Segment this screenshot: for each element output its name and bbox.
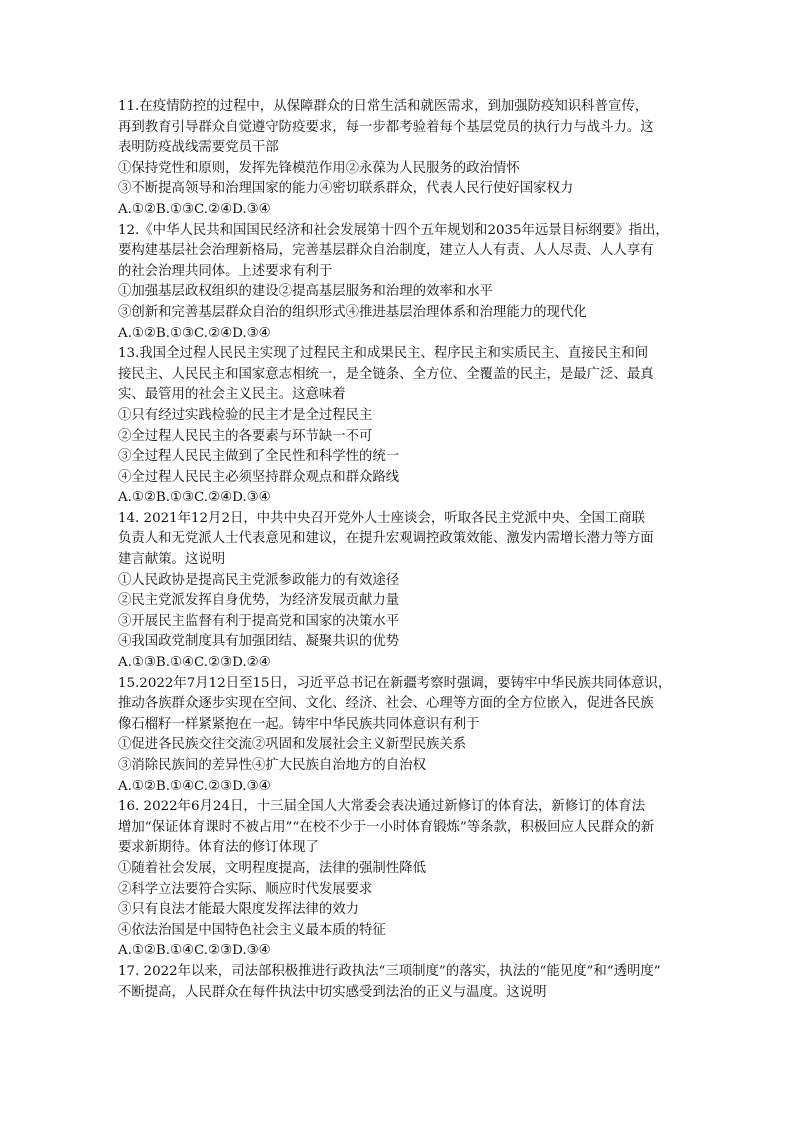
question-stem-line: 像石榴籽一样紧紧抱在一起。铸牢中华民族共同体意识有利于 xyxy=(118,716,480,732)
question-option: ④全过程人民民主必须坚持群众观点和群众路线 xyxy=(118,469,400,485)
answer-choices: A.①②B.①④C.②③D.③④ xyxy=(118,943,271,959)
question-stem-line: 要求新期待。体育法的修订体现了 xyxy=(118,840,319,856)
question-14 xyxy=(118,509,684,674)
question-option: ④我国政党制度具有加强团结、凝聚共识的优势 xyxy=(118,634,400,650)
question-stem-line: 13.我国全过程人民民主实现了过程民主和成果民主、程序民主和实质民主、直接民主和间 xyxy=(118,346,649,362)
question-stem-line: 接民主、人民民主和国家意志相统一，是全链条、全方位、全覆盖的民主，是最广泛、最真 xyxy=(118,366,654,382)
question-option: ③不断提高领导和治理国家的能力④密切联系群众，代表人民行使好国家权力 xyxy=(118,181,574,197)
question-stem-line: 要构建基层社会治理新格局，完善基层群众自治制度，建立人人有责、人人尽责、人人享有 xyxy=(118,243,654,259)
question-11 xyxy=(118,97,684,221)
question-stem-line: 表明防疫战线需要党员干部 xyxy=(118,140,279,156)
question-option: ③消除民族间的差异性④扩大民族自治地方的自治权 xyxy=(118,758,426,773)
question-stem-line: 实、最管用的社会主义民主。这意味着 xyxy=(118,387,346,403)
question-option: ①随着社会发展，文明程度提高，法律的强制性降低 xyxy=(118,860,426,876)
question-stem-line: 建言献策。这说明 xyxy=(118,552,226,568)
question-15 xyxy=(118,674,684,798)
answer-choices: A.①③B.①④C.②③D.②④ xyxy=(118,655,271,671)
question-option: ③全过程人民民主做到了全民性和科学性的统一 xyxy=(118,449,400,465)
question-stem-line: 增加“保证体育课时不被占用”“在校不少于一小时体育锻炼”等条款，积极回应人民群众的新 xyxy=(118,819,655,835)
question-option: ③开展民主监督有利于提高党和国家的决策水平 xyxy=(118,613,400,629)
question-option: ③只有良法才能最大限度发挥法律的效力 xyxy=(118,902,360,918)
question-option: ②科学立法要符合实际、顺应时代发展要求 xyxy=(118,881,373,897)
question-stem-line: 负责人和无党派人士代表意见和建议，在提升宏观调控政策效能、激发内需增长潜力等方面 xyxy=(118,531,654,547)
question-stem-line: 15.2022年7月12日至15日，习近平总书记在新疆考察时强调，要铸牢中华民族共同体意识， xyxy=(118,675,672,691)
question-stem-line: 17. 2022年以来，司法部积极推进行政执法“三项制度”的落实，执法的“能见度”和“透明度” xyxy=(118,963,661,979)
answer-choices: A.①②B.①③C.②④D.③④ xyxy=(118,201,271,217)
question-option: ②民主党派发挥自身优势，为经济发展贡献力量 xyxy=(118,593,400,609)
question-option: ①只有经过实践检验的民主才是全过程民主 xyxy=(118,407,373,423)
question-13 xyxy=(118,344,684,509)
question-stem-line: 再到教育引导群众自觉遵守防疫要求，每一步都考验着每个基层党员的执行力与战斗力。这 xyxy=(118,119,654,135)
question-stem-line: 的社会治理共同体。上述要求有利于 xyxy=(118,263,333,279)
question-option: ①促进各民族交往交流②巩固和发展社会主义新型民族关系 xyxy=(118,737,467,753)
answer-choices: A.①②B.①③C.②④D.③④ xyxy=(118,490,271,506)
question-stem-line: 14. 2021年12月2日，中共中央召开党外人士座谈会，听取各民主党派中央、全国工商联 xyxy=(118,510,646,526)
question-option: ①加强基层政权组织的建设②提高基层服务和治理的效率和水平 xyxy=(118,284,493,300)
question-stem-line: 12.《中华人民共和国国民经济和社会发展第十四个五年规划和2035年远景目标纲要》指出， xyxy=(118,222,669,238)
question-stem-line: 11.在疫情防控的过程中，从保障群众的日常生活和就医需求，到加强防疫知识科普宣传， xyxy=(118,99,649,114)
question-option: ④依法治国是中国特色社会主义最本质的特征 xyxy=(118,922,386,938)
answer-choices: A.①②B.①③C.②④D.③④ xyxy=(118,325,271,341)
question-stem-line: 16. 2022年6月24日，十三届全国人大常委会表决通过新修订的体育法，新修订的体育法 xyxy=(118,799,646,815)
question-12 xyxy=(118,221,684,345)
question-stem-line: 不断提高，人民群众在每件执法中切实感受到法治的正义与温度。这说明 xyxy=(118,984,547,1000)
question-option: ②全过程人民民主的各要素与环节缺一不可 xyxy=(118,428,373,444)
question-list xyxy=(118,97,684,1003)
question-16 xyxy=(118,797,684,962)
question-option: ①保持党性和原则，发挥先锋模范作用②永葆为人民服务的政治情怀 xyxy=(118,160,520,176)
question-stem-line: 推动各族群众逐步实现在空间、文化、经济、社会、心理等方面的全方位嵌入，促进各民族 xyxy=(118,696,654,712)
question-17 xyxy=(118,962,684,1003)
question-option: ③创新和完善基层群众自治的组织形式④推进基层治理体系和治理能力的现代化 xyxy=(118,304,587,320)
answer-choices: A.①②B.①④C.②③D.③④ xyxy=(118,778,271,794)
question-option: ①人民政协是提高民主党派参政能力的有效途径 xyxy=(118,572,400,588)
